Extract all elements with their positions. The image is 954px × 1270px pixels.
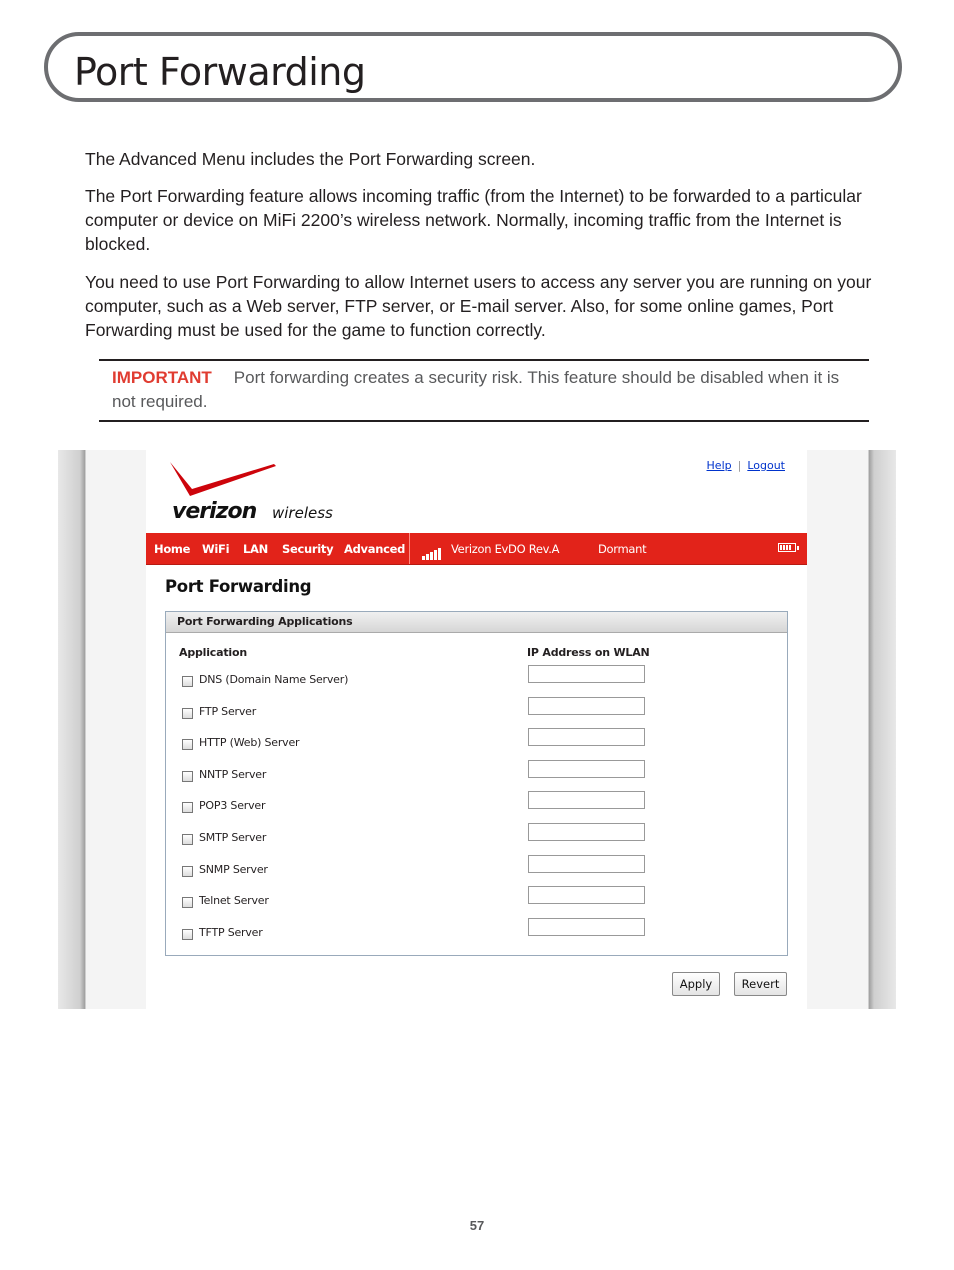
nntp-ip-input[interactable] [528, 760, 645, 778]
link-separator: | [737, 459, 742, 472]
app-name: POP3 Server [199, 799, 266, 812]
app-row-pop3 [182, 799, 782, 821]
important-note [99, 359, 869, 422]
router-screenshot [58, 450, 896, 1009]
app-name: HTTP (Web) Server [199, 736, 300, 749]
nav-security[interactable]: Security [282, 542, 334, 556]
app-row-smtp [182, 831, 782, 853]
app-name: NNTP Server [199, 768, 267, 781]
nav-home[interactable]: Home [154, 542, 191, 556]
logo-brand-text: verizon [172, 499, 257, 524]
help-link[interactable]: Help [706, 459, 732, 472]
main-nav [146, 533, 807, 565]
column-header-application: Application [179, 646, 247, 659]
nntp-checkbox[interactable] [182, 771, 193, 782]
battery-icon [778, 543, 796, 552]
logout-link[interactable]: Logout [747, 459, 785, 472]
important-text: Port forwarding creates a security risk. This feature should be disabled when it is not required. [112, 368, 840, 411]
pop3-checkbox[interactable] [182, 802, 193, 813]
page-number: 57 [469, 1218, 485, 1233]
important-label: IMPORTANT [112, 368, 212, 387]
app-name: SMTP Server [199, 831, 267, 844]
app-row-tftp [182, 926, 782, 948]
port-forwarding-panel [165, 611, 788, 956]
http-ip-input[interactable] [528, 728, 645, 746]
tftp-ip-input[interactable] [528, 918, 645, 936]
page-title: Port Forwarding [74, 50, 366, 94]
screenshot-margin-left [86, 450, 146, 1009]
smtp-ip-input[interactable] [528, 823, 645, 841]
dns-ip-input[interactable] [528, 665, 645, 683]
logo-suffix-text: wireless [272, 504, 333, 522]
screen-title: Port Forwarding [165, 577, 312, 596]
network-status: Verizon EvDO Rev.A [451, 542, 560, 556]
revert-button[interactable]: Revert [734, 972, 787, 996]
column-header-ip: IP Address on WLAN [527, 646, 650, 659]
top-links [707, 459, 785, 472]
nav-advanced[interactable]: Advanced [344, 542, 406, 556]
app-row-ftp [182, 705, 782, 727]
tftp-checkbox[interactable] [182, 929, 193, 940]
app-row-dns [182, 673, 782, 695]
app-row-telnet [182, 894, 782, 916]
apply-button[interactable]: Apply [672, 972, 720, 996]
app-row-nntp [182, 768, 782, 790]
ftp-ip-input[interactable] [528, 697, 645, 715]
app-row-snmp [182, 863, 782, 885]
ftp-checkbox[interactable] [182, 708, 193, 719]
verizon-wireless-logo [166, 456, 366, 526]
telnet-ip-input[interactable] [528, 886, 645, 904]
usage-paragraph: You need to use Port Forwarding to allow Internet users to access any server you are running on your computer, such as a Web server, FTP server, or E-mail server. Also, for some online games, Port Forwarding must be used for the game to function correctly. [85, 272, 872, 340]
feature-paragraph: The Port Forwarding feature allows incoming traffic (from the Internet) to be forwarded to a particular computer or device on MiFi 2200’s wireless network. Normally, incoming traffic from the Internet is blocked. [85, 186, 862, 254]
signal-strength-icon [422, 542, 442, 560]
logo-check-mark [170, 462, 276, 496]
intro-paragraph: The Advanced Menu includes the Port Forwarding screen. [85, 149, 536, 169]
snmp-checkbox[interactable] [182, 866, 193, 877]
app-name: SNMP Server [199, 863, 268, 876]
admin-page [146, 450, 807, 1009]
app-name: Telnet Server [199, 894, 269, 907]
nav-lan[interactable]: LAN [243, 542, 268, 556]
panel-title: Port Forwarding Applications [166, 612, 787, 633]
telnet-checkbox[interactable] [182, 897, 193, 908]
dns-checkbox[interactable] [182, 676, 193, 687]
app-row-http [182, 736, 782, 758]
connection-state: Dormant [598, 542, 647, 556]
app-name: FTP Server [199, 705, 257, 718]
app-name: DNS (Domain Name Server) [199, 673, 349, 686]
nav-divider [409, 533, 410, 564]
pop3-ip-input[interactable] [528, 791, 645, 809]
app-name: TFTP Server [199, 926, 263, 939]
screenshot-margin-right [807, 450, 868, 1009]
http-checkbox[interactable] [182, 739, 193, 750]
nav-wifi[interactable]: WiFi [202, 542, 230, 556]
smtp-checkbox[interactable] [182, 834, 193, 845]
important-text-block [112, 366, 857, 414]
snmp-ip-input[interactable] [528, 855, 645, 873]
title-banner [44, 32, 902, 102]
